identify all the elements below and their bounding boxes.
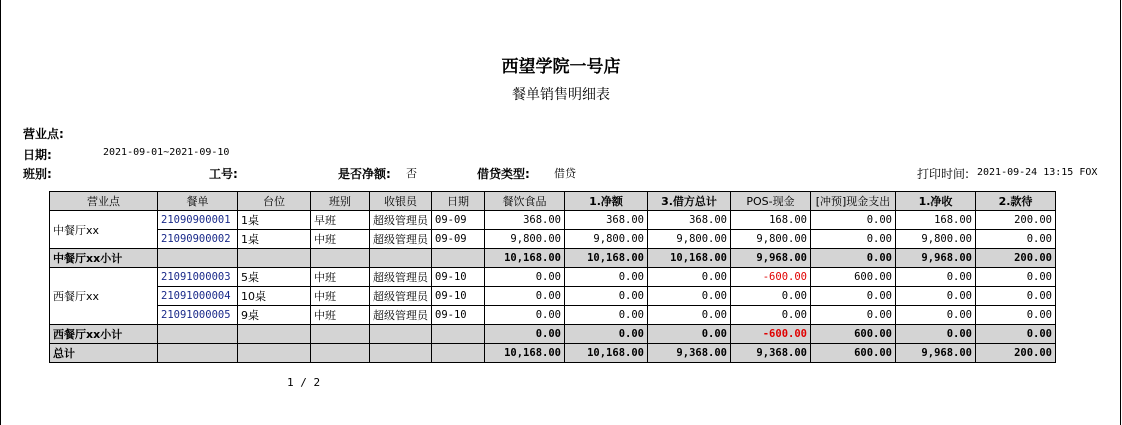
bill-link[interactable]: 21091000003 xyxy=(158,268,238,287)
comp-cell: 200.00 xyxy=(976,249,1056,268)
comp-cell: 0.00 xyxy=(976,268,1056,287)
pos-cash-cell: 9,368.00 xyxy=(731,344,811,363)
net-cell: 368.00 xyxy=(565,211,648,230)
shift-label: 班别: xyxy=(23,167,52,181)
comp-cell: 200.00 xyxy=(976,344,1056,363)
outlet-cell: 西餐厅xx xyxy=(50,268,158,325)
cash-out-cell: 600.00 xyxy=(811,325,896,344)
debit-cell: 0.00 xyxy=(648,306,731,325)
col-table: 台位 xyxy=(238,192,311,211)
comp-cell: 0.00 xyxy=(976,230,1056,249)
cashier-cell: 超级管理员 xyxy=(370,287,432,306)
shift-cell: 中班 xyxy=(311,268,370,287)
debit-cell: 0.00 xyxy=(648,287,731,306)
subtotal-row xyxy=(50,325,1056,344)
net-cell: 0.00 xyxy=(565,287,648,306)
date-cell: 09-10 xyxy=(432,287,485,306)
date-cell: 09-09 xyxy=(432,211,485,230)
cashier-cell: 超级管理员 xyxy=(370,268,432,287)
debit-cell: 0.00 xyxy=(648,325,731,344)
total-label: 总计 xyxy=(50,344,158,363)
pos-cash-cell: -600.00 xyxy=(731,325,811,344)
col-shift: 班别 xyxy=(311,192,370,211)
staff-label: 工号: xyxy=(209,167,238,181)
date-label: 日期: xyxy=(23,148,52,162)
debit-cell: 10,168.00 xyxy=(648,249,731,268)
net-cell: 0.00 xyxy=(565,268,648,287)
net-cell: 0.00 xyxy=(565,325,648,344)
food-cell: 0.00 xyxy=(485,306,565,325)
col-cash-out: [冲预]现金支出 xyxy=(811,192,896,211)
bill-link[interactable]: 21090900002 xyxy=(158,230,238,249)
net-cell: 10,168.00 xyxy=(565,344,648,363)
table-cell: 10桌 xyxy=(238,287,311,306)
pos-cash-cell: 0.00 xyxy=(731,287,811,306)
col-net: 1.净额 xyxy=(565,192,648,211)
outlet-label: 营业点: xyxy=(23,127,64,141)
col-date: 日期 xyxy=(432,192,485,211)
net-income-cell: 0.00 xyxy=(896,287,976,306)
table-cell: 5桌 xyxy=(238,268,311,287)
table-row xyxy=(50,306,1056,325)
shift-cell: 早班 xyxy=(311,211,370,230)
subtotal-row xyxy=(50,249,1056,268)
subtotal-label: 西餐厅xx小计 xyxy=(50,325,158,344)
cash-out-cell: 600.00 xyxy=(811,344,896,363)
col-outlet: 营业点 xyxy=(50,192,158,211)
subtotal-label: 中餐厅xx小计 xyxy=(50,249,158,268)
food-cell: 9,800.00 xyxy=(485,230,565,249)
report-title: 餐单销售明细表 xyxy=(512,87,610,103)
comp-cell: 0.00 xyxy=(976,306,1056,325)
page-indicator: 1 / 2 xyxy=(287,376,321,389)
food-cell: 368.00 xyxy=(485,211,565,230)
pos-cash-cell: 9,800.00 xyxy=(731,230,811,249)
pos-cash-cell: -600.00 xyxy=(731,268,811,287)
food-cell: 0.00 xyxy=(485,268,565,287)
food-cell: 0.00 xyxy=(485,287,565,306)
net-income-cell: 9,968.00 xyxy=(896,249,976,268)
food-cell: 10,168.00 xyxy=(485,344,565,363)
date-cell: 09-10 xyxy=(432,268,485,287)
shift-cell: 中班 xyxy=(311,230,370,249)
pos-cash-cell: 168.00 xyxy=(731,211,811,230)
cashier-cell: 超级管理员 xyxy=(370,211,432,230)
outlet-cell: 中餐厅xx xyxy=(50,211,158,249)
print-label: 打印时间: xyxy=(917,167,970,181)
table-cell: 1桌 xyxy=(238,211,311,230)
bill-link[interactable]: 21091000005 xyxy=(158,306,238,325)
net-cell: 10,168.00 xyxy=(565,249,648,268)
header-row xyxy=(50,192,1056,211)
net-income-cell: 0.00 xyxy=(896,268,976,287)
food-cell: 10,168.00 xyxy=(485,249,565,268)
store-name: 西望学院一号店 xyxy=(501,57,621,77)
date-cell: 09-10 xyxy=(432,306,485,325)
shift-cell: 中班 xyxy=(311,287,370,306)
comp-cell: 0.00 xyxy=(976,287,1056,306)
debit-cell: 368.00 xyxy=(648,211,731,230)
col-food: 餐饮食品 xyxy=(485,192,565,211)
cash-out-cell: 0.00 xyxy=(811,287,896,306)
table-row xyxy=(50,211,1056,230)
net-income-cell: 0.00 xyxy=(896,306,976,325)
col-bill: 餐单 xyxy=(158,192,238,211)
net-income-cell: 9,800.00 xyxy=(896,230,976,249)
col-debit: 3.借方总计 xyxy=(648,192,731,211)
net-income-cell: 168.00 xyxy=(896,211,976,230)
bill-link[interactable]: 21091000004 xyxy=(158,287,238,306)
pos-cash-cell: 0.00 xyxy=(731,306,811,325)
debit-cell: 0.00 xyxy=(648,268,731,287)
net-value: 否 xyxy=(406,167,417,180)
net-cell: 0.00 xyxy=(565,306,648,325)
cash-out-cell: 600.00 xyxy=(811,268,896,287)
table-cell: 9桌 xyxy=(238,306,311,325)
sales-table xyxy=(49,191,1056,363)
debit-cell: 9,800.00 xyxy=(648,230,731,249)
cash-out-cell: 0.00 xyxy=(811,211,896,230)
date-value: 2021-09-01~2021-09-10 xyxy=(103,147,230,158)
net-income-cell: 9,968.00 xyxy=(896,344,976,363)
net-cell: 9,800.00 xyxy=(565,230,648,249)
col-pos-cash: POS-现金 xyxy=(731,192,811,211)
print-value: 2021-09-24 13:15 FOX xyxy=(977,167,1098,178)
total-row xyxy=(50,344,1056,363)
col-comp: 2.款待 xyxy=(976,192,1056,211)
col-net-income: 1.净收 xyxy=(896,192,976,211)
net-label: 是否净额: xyxy=(338,167,391,181)
shift-cell: 中班 xyxy=(311,306,370,325)
credit-label: 借贷类型: xyxy=(477,167,530,181)
table-row xyxy=(50,287,1056,306)
col-cashier: 收银员 xyxy=(370,192,432,211)
pos-cash-cell: 9,968.00 xyxy=(731,249,811,268)
table-cell: 1桌 xyxy=(238,230,311,249)
net-income-cell: 0.00 xyxy=(896,325,976,344)
table-row xyxy=(50,230,1056,249)
cash-out-cell: 0.00 xyxy=(811,249,896,268)
cash-out-cell: 0.00 xyxy=(811,306,896,325)
bill-link[interactable]: 21090900001 xyxy=(158,211,238,230)
table-row xyxy=(50,268,1056,287)
cash-out-cell: 0.00 xyxy=(811,230,896,249)
food-cell: 0.00 xyxy=(485,325,565,344)
cashier-cell: 超级管理员 xyxy=(370,306,432,325)
comp-cell: 0.00 xyxy=(976,325,1056,344)
credit-value: 借贷 xyxy=(554,167,576,180)
comp-cell: 200.00 xyxy=(976,211,1056,230)
cashier-cell: 超级管理员 xyxy=(370,230,432,249)
date-cell: 09-09 xyxy=(432,230,485,249)
debit-cell: 9,368.00 xyxy=(648,344,731,363)
